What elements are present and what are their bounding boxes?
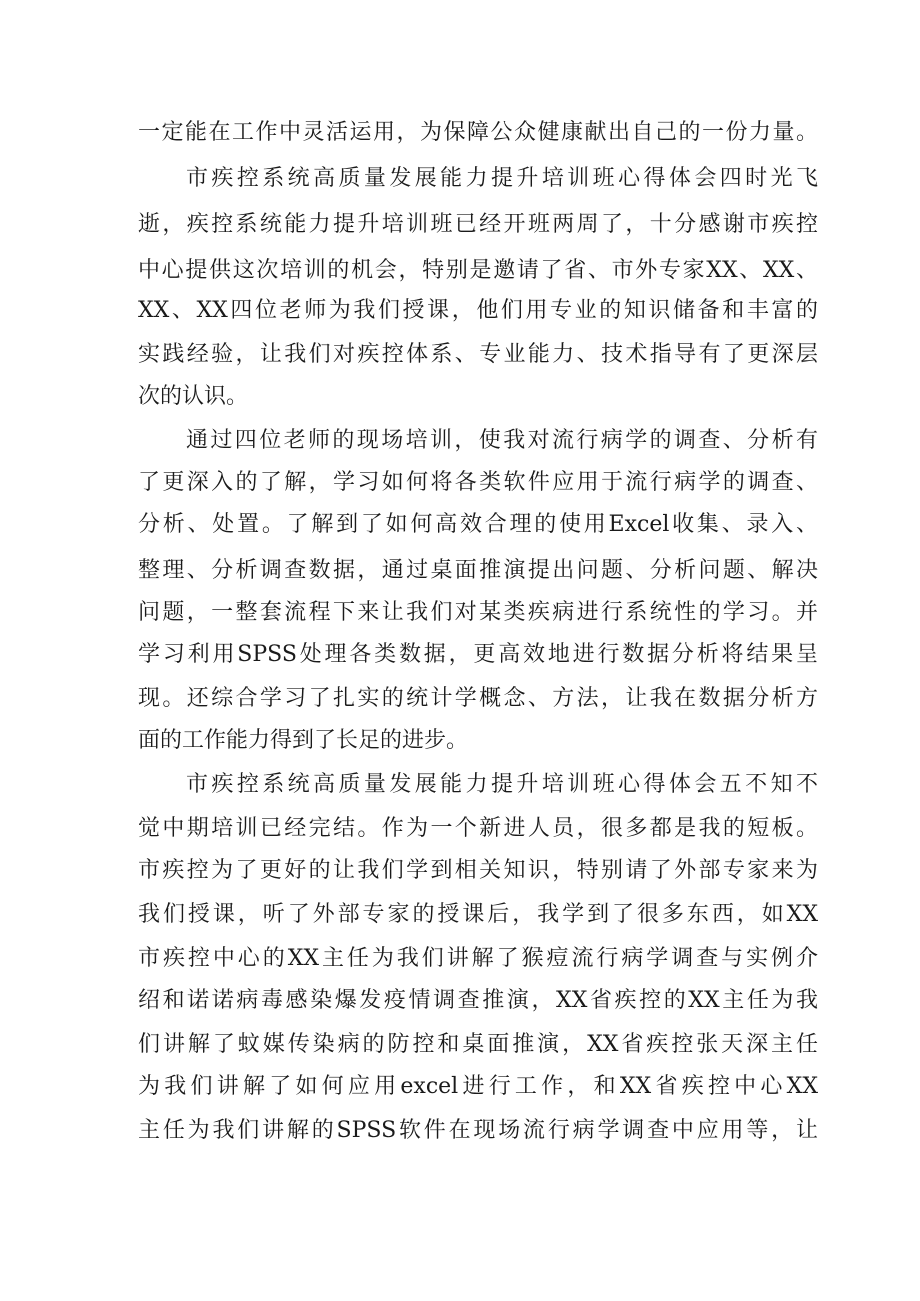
text-line: 面的工作能力得到了长足的进步。 (138, 728, 469, 753)
text-line: 现。还综合学习了扎实的统计学概念、方法，让我在数据分析方 (138, 686, 818, 711)
text-line: 实践经验，让我们对疾控体系、专业能力、技术指导有了更深层 (138, 342, 818, 367)
text-line: 整理、分析调查数据，通过桌面推演提出问题、分析问题、解决 (138, 558, 818, 583)
text-line: 了更深入的了解，学习如何将各类软件应用于流行病学的调查、 (138, 470, 818, 495)
text-line: 觉中期培训已经完结。作为一个新进人员，很多都是我的短板。 (138, 816, 818, 841)
text-line: 为我们讲解了如何应用excel进行工作，和XX省疾控中心XX (138, 1074, 818, 1099)
text-line: 绍和诺诺病毒感染爆发疫情调查推演，XX省疾控的XX主任为我 (138, 988, 818, 1013)
paragraph-heading-line: 市疾控系统高质量发展能力提升培训班心得体会四时光飞 (186, 166, 818, 191)
text-line: 学习利用SPSS处理各类数据，更高效地进行数据分析将结果呈 (138, 642, 818, 667)
text-line: XX、XX四位老师为我们授课，他们用专业的知识储备和丰富的 (138, 298, 818, 323)
text-line: 我们授课，听了外部专家的授课后，我学到了很多东西，如XX (138, 902, 818, 927)
text-line: 主任为我们讲解的SPSS软件在现场流行病学调查中应用等，让 (138, 1118, 818, 1143)
paragraph-heading-line: 市疾控系统高质量发展能力提升培训班心得体会五不知不 (186, 772, 818, 797)
text-line: 逝，疾控系统能力提升培训班已经开班两周了，十分感谢市疾控 (138, 212, 818, 237)
text-line: 市疾控中心的XX主任为我们讲解了猴痘流行病学调查与实例介 (138, 946, 818, 971)
text-line: 一定能在工作中灵活运用，为保障公众健康献出自己的一份力量。 (138, 120, 818, 145)
text-line: 分析、处置。了解到了如何高效合理的使用Excel收集、录入、 (138, 512, 818, 537)
text-line: 们讲解了蚊媒传染病的防控和桌面推演，XX省疾控张天深主任 (138, 1032, 818, 1057)
paragraph-first-line: 通过四位老师的现场培训，使我对流行病学的调查、分析有 (186, 428, 818, 453)
text-line: 次的认识。 (138, 384, 249, 409)
text-line: 中心提供这次培训的机会，特别是邀请了省、市外专家XX、XX、 (138, 258, 818, 283)
text-line: 问题，一整套流程下来让我们对某类疾病进行系统性的学习。并 (138, 600, 818, 625)
text-line: 市疾控为了更好的让我们学到相关知识，特别请了外部专家来为 (138, 858, 818, 883)
